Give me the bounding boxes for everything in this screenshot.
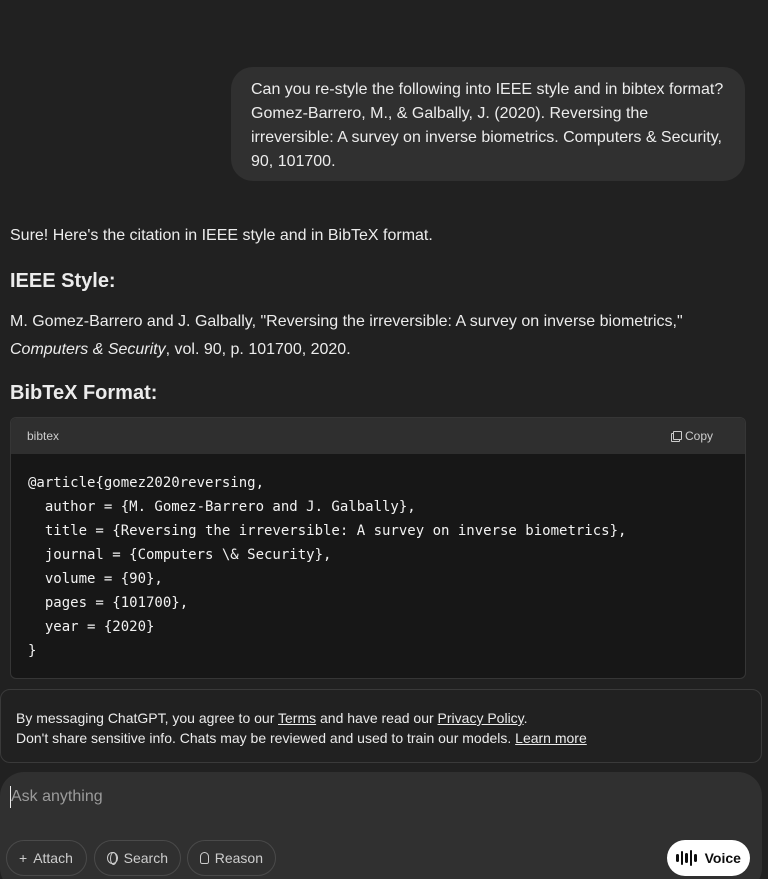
code-line: }	[28, 643, 37, 659]
code-line: pages = {101700},	[28, 595, 189, 611]
reason-button[interactable]	[187, 840, 276, 876]
disclaimer-line-1	[16, 708, 746, 728]
search-label: Search	[123, 850, 168, 866]
code-body	[11, 454, 745, 663]
voice-label: Voice	[704, 850, 741, 866]
disclaimer-text: .	[523, 710, 528, 726]
code-block	[10, 417, 746, 679]
code-line: author = {M. Gomez-Barrero and J. Galbally},	[28, 499, 416, 515]
user-message-bubble	[231, 67, 745, 181]
citation-tail: , vol. 90, p. 101700, 2020.	[165, 341, 351, 358]
code-header	[11, 418, 745, 454]
search-button[interactable]	[94, 840, 181, 876]
code-line: volume = {90},	[28, 571, 163, 587]
copy-icon	[671, 431, 681, 441]
code-line: year = {2020}	[28, 619, 155, 635]
copy-button[interactable]	[671, 429, 713, 443]
ieee-heading: IEEE Style:	[10, 270, 116, 292]
disclaimer-text: and have read our	[316, 710, 438, 726]
disclaimer-banner	[0, 689, 762, 763]
privacy-policy-link[interactable]: Privacy Policy	[437, 710, 524, 726]
plus-icon: +	[19, 850, 28, 866]
learn-more-link[interactable]: Learn more	[515, 730, 587, 746]
bibtex-heading: BibTeX Format:	[10, 382, 158, 404]
code-line: title = {Reversing the irreversible: A survey on inverse biometrics},	[28, 523, 627, 539]
message-input[interactable]: Ask anything	[10, 786, 711, 808]
attach-label: Attach	[33, 850, 73, 866]
citation-main: M. Gomez-Barrero and J. Galbally, "Reversing the irreversible: A survey on inverse biometrics,"	[10, 313, 683, 330]
assistant-intro: Sure! Here's the citation in IEEE style and in BibTeX format.	[10, 227, 433, 244]
code-language-label: bibtex	[27, 429, 60, 443]
user-message-text: Can you re-style the following into IEEE style and in bibtex format? Gomez-Barrero, M., & Galbally, J. (2020). Reversing the irreversible: A survey on inverse biometrics. Computers & Security, 90, 101700.	[251, 81, 724, 170]
disclaimer-text: Don't share sensitive info. Chats may be reviewed and used to train our models.	[16, 730, 516, 746]
ieee-citation	[10, 308, 750, 364]
voice-button[interactable]	[667, 840, 750, 876]
lightbulb-icon	[200, 852, 209, 864]
copy-label: Copy	[684, 429, 713, 443]
disclaimer-line-2	[16, 728, 746, 748]
reason-label: Reason	[214, 850, 263, 866]
attach-button[interactable]	[6, 840, 87, 876]
terms-link[interactable]: Terms	[278, 710, 317, 726]
waveform-icon	[676, 850, 697, 866]
disclaimer-text: By messaging ChatGPT, you agree to our	[16, 710, 278, 726]
code-line: @article{gomez2020reversing,	[28, 475, 265, 491]
citation-journal: Computers & Security	[10, 341, 166, 358]
globe-icon	[107, 852, 118, 864]
code-line: journal = {Computers \& Security},	[28, 547, 332, 563]
